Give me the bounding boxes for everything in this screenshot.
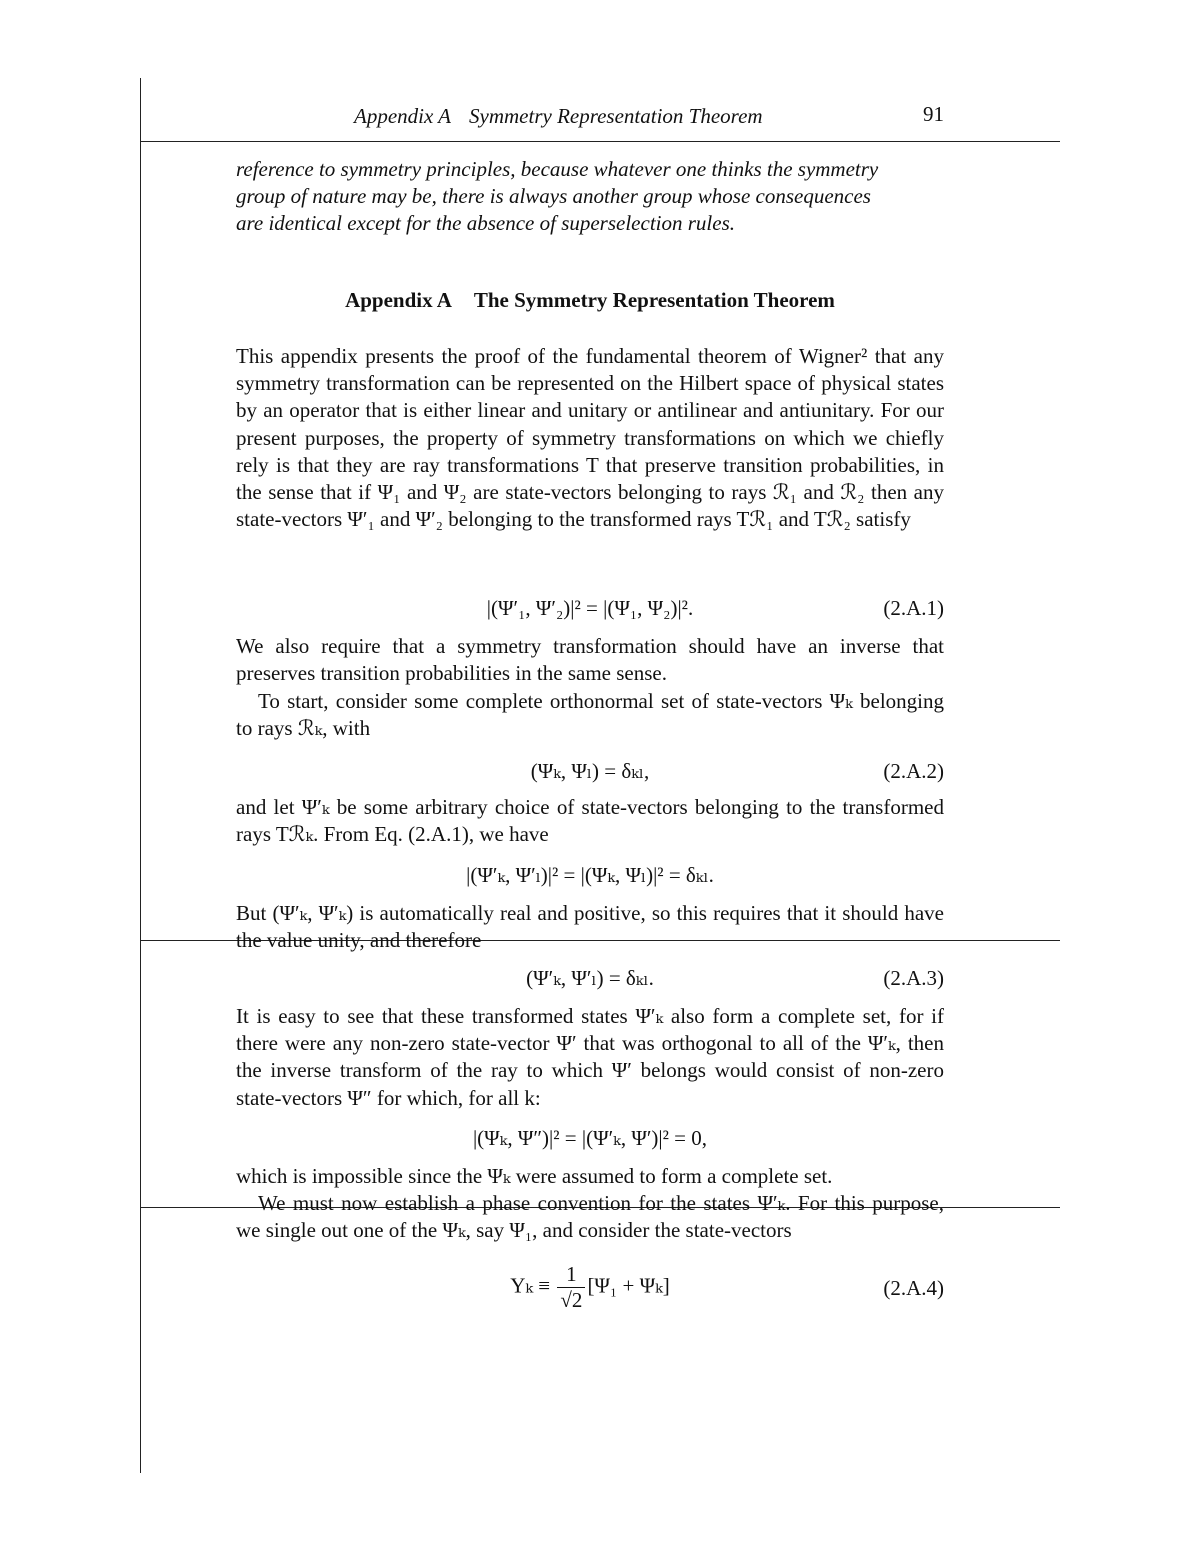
- equation-formula: |(Ψₖ, Ψ″)|² = |(Ψ′ₖ, Ψ′)|² = 0,: [472, 1126, 708, 1150]
- section-label: Appendix A: [345, 288, 452, 312]
- paragraph-8: [236, 1190, 944, 1244]
- page-header: [236, 100, 944, 134]
- paragraph-text: We also require that a symmetry transformation should have an inverse that preserves transition probabilities in the same sense.: [236, 634, 944, 686]
- equation-lhs: Υₖ ≡: [510, 1273, 551, 1298]
- paragraph-6: [236, 1003, 944, 1112]
- paragraph-7: [236, 1163, 944, 1190]
- intro-line: reference to symmetry principles, because whatever one thinks the symmetry: [236, 157, 879, 181]
- fraction-numerator: 1: [557, 1262, 585, 1288]
- paragraph-text: It is easy to see that these transformed states Ψ′ₖ also form a complete set, for if there were any non-zero state-vector Ψ′ that was orthogonal to all of the Ψ′ₖ, then the inverse transform of the ray to which Ψ′ belongs would consist of non-zero state-vectors Ψ″ for which, for all k:: [236, 1004, 944, 1110]
- equation-2A4: [236, 1262, 944, 1322]
- equation-formula: [236, 1262, 944, 1313]
- intro-paragraph: [236, 156, 944, 238]
- running-head-title: Symmetry Representation Theorem: [469, 104, 763, 128]
- intro-line: are identical except for the absence of superselection rules.: [236, 211, 735, 236]
- equation-formula: |(Ψ′ₖ, Ψ′ₗ)|² = |(Ψₖ, Ψₗ)|² = δₖₗ.: [466, 863, 714, 887]
- equation-unnumbered-2: [236, 1124, 944, 1154]
- running-head: [354, 104, 763, 129]
- paragraph-text: which is impossible since the Ψₖ were assumed to form a complete set.: [236, 1164, 833, 1188]
- paragraph-3: [236, 688, 944, 742]
- equation-2A2: [236, 757, 944, 787]
- equation-number: (2.A.1): [883, 596, 944, 620]
- paragraph-text: To start, consider some complete orthonormal set of state-vectors Ψₖ belonging to rays ℛₖ, with: [236, 689, 944, 741]
- equation-number: (2.A.2): [883, 759, 944, 783]
- equation-2A1: [236, 594, 944, 624]
- equation-unnumbered-1: [236, 861, 944, 891]
- page-number: 91: [923, 102, 944, 126]
- equation-number: (2.A.3): [883, 966, 944, 990]
- paragraph-text: But (Ψ′ₖ, Ψ′ₖ) is automatically real and positive, so this requires that it should have the value unity, and therefore: [236, 901, 944, 953]
- equation-number: (2.A.4): [883, 1276, 944, 1300]
- paragraph-text: We must now establish a phase convention for the states Ψ′ₖ. For this purpose, we single out one of the Ψₖ, say Ψ₁, and consider the state-vectors: [236, 1191, 944, 1243]
- equation-formula: (Ψ′ₖ, Ψ′ₗ) = δₖₗ.: [526, 966, 654, 990]
- left-margin-rule: [140, 78, 141, 1473]
- equation-formula: |(Ψ′₁, Ψ′₂)|² = |(Ψ₁, Ψ₂)|².: [486, 596, 694, 620]
- paragraph-2: [236, 633, 944, 687]
- paragraph-5: [236, 900, 944, 954]
- section-heading: [236, 288, 944, 313]
- intro-line: group of nature may be, there is always another group whose consequences: [236, 184, 871, 209]
- fraction-denominator: √2: [560, 1288, 583, 1312]
- fraction: [557, 1262, 585, 1313]
- equation-rhs: [Ψ₁ + Ψₖ]: [587, 1273, 670, 1298]
- paragraph-text: and let Ψ′ₖ be some arbitrary choice of state-vectors belonging to the transformed rays Tℛₖ. From Eq. (2.A.1), we have: [236, 795, 944, 847]
- equation-formula: (Ψₖ, Ψₗ) = δₖₗ,: [530, 759, 650, 783]
- paragraph-1: [236, 343, 944, 533]
- section-title: The Symmetry Representation Theorem: [473, 288, 835, 312]
- equation-2A3: [236, 964, 944, 994]
- paragraph-4: [236, 794, 944, 848]
- paragraph-text: This appendix presents the proof of the fundamental theorem of Wigner² that any symmetry transformation can be represented on the Hilbert space of physical states by an operator that is either linear and unitary or antilinear and antiunitary. For our present purposes, the property of symmetry transformations on which we chiefly rely is that they are ray transformations T that preserve transition probabilities, in the sense that if Ψ₁ and Ψ₂ are state-vectors belonging to rays ℛ₁ and ℛ₂ then any state-vectors Ψ′₁ and Ψ′₂ belonging to the transformed rays Tℛ₁ and Tℛ₂ satisfy: [236, 344, 944, 532]
- running-head-label: Appendix A: [354, 104, 452, 128]
- header-rule: [140, 141, 1060, 142]
